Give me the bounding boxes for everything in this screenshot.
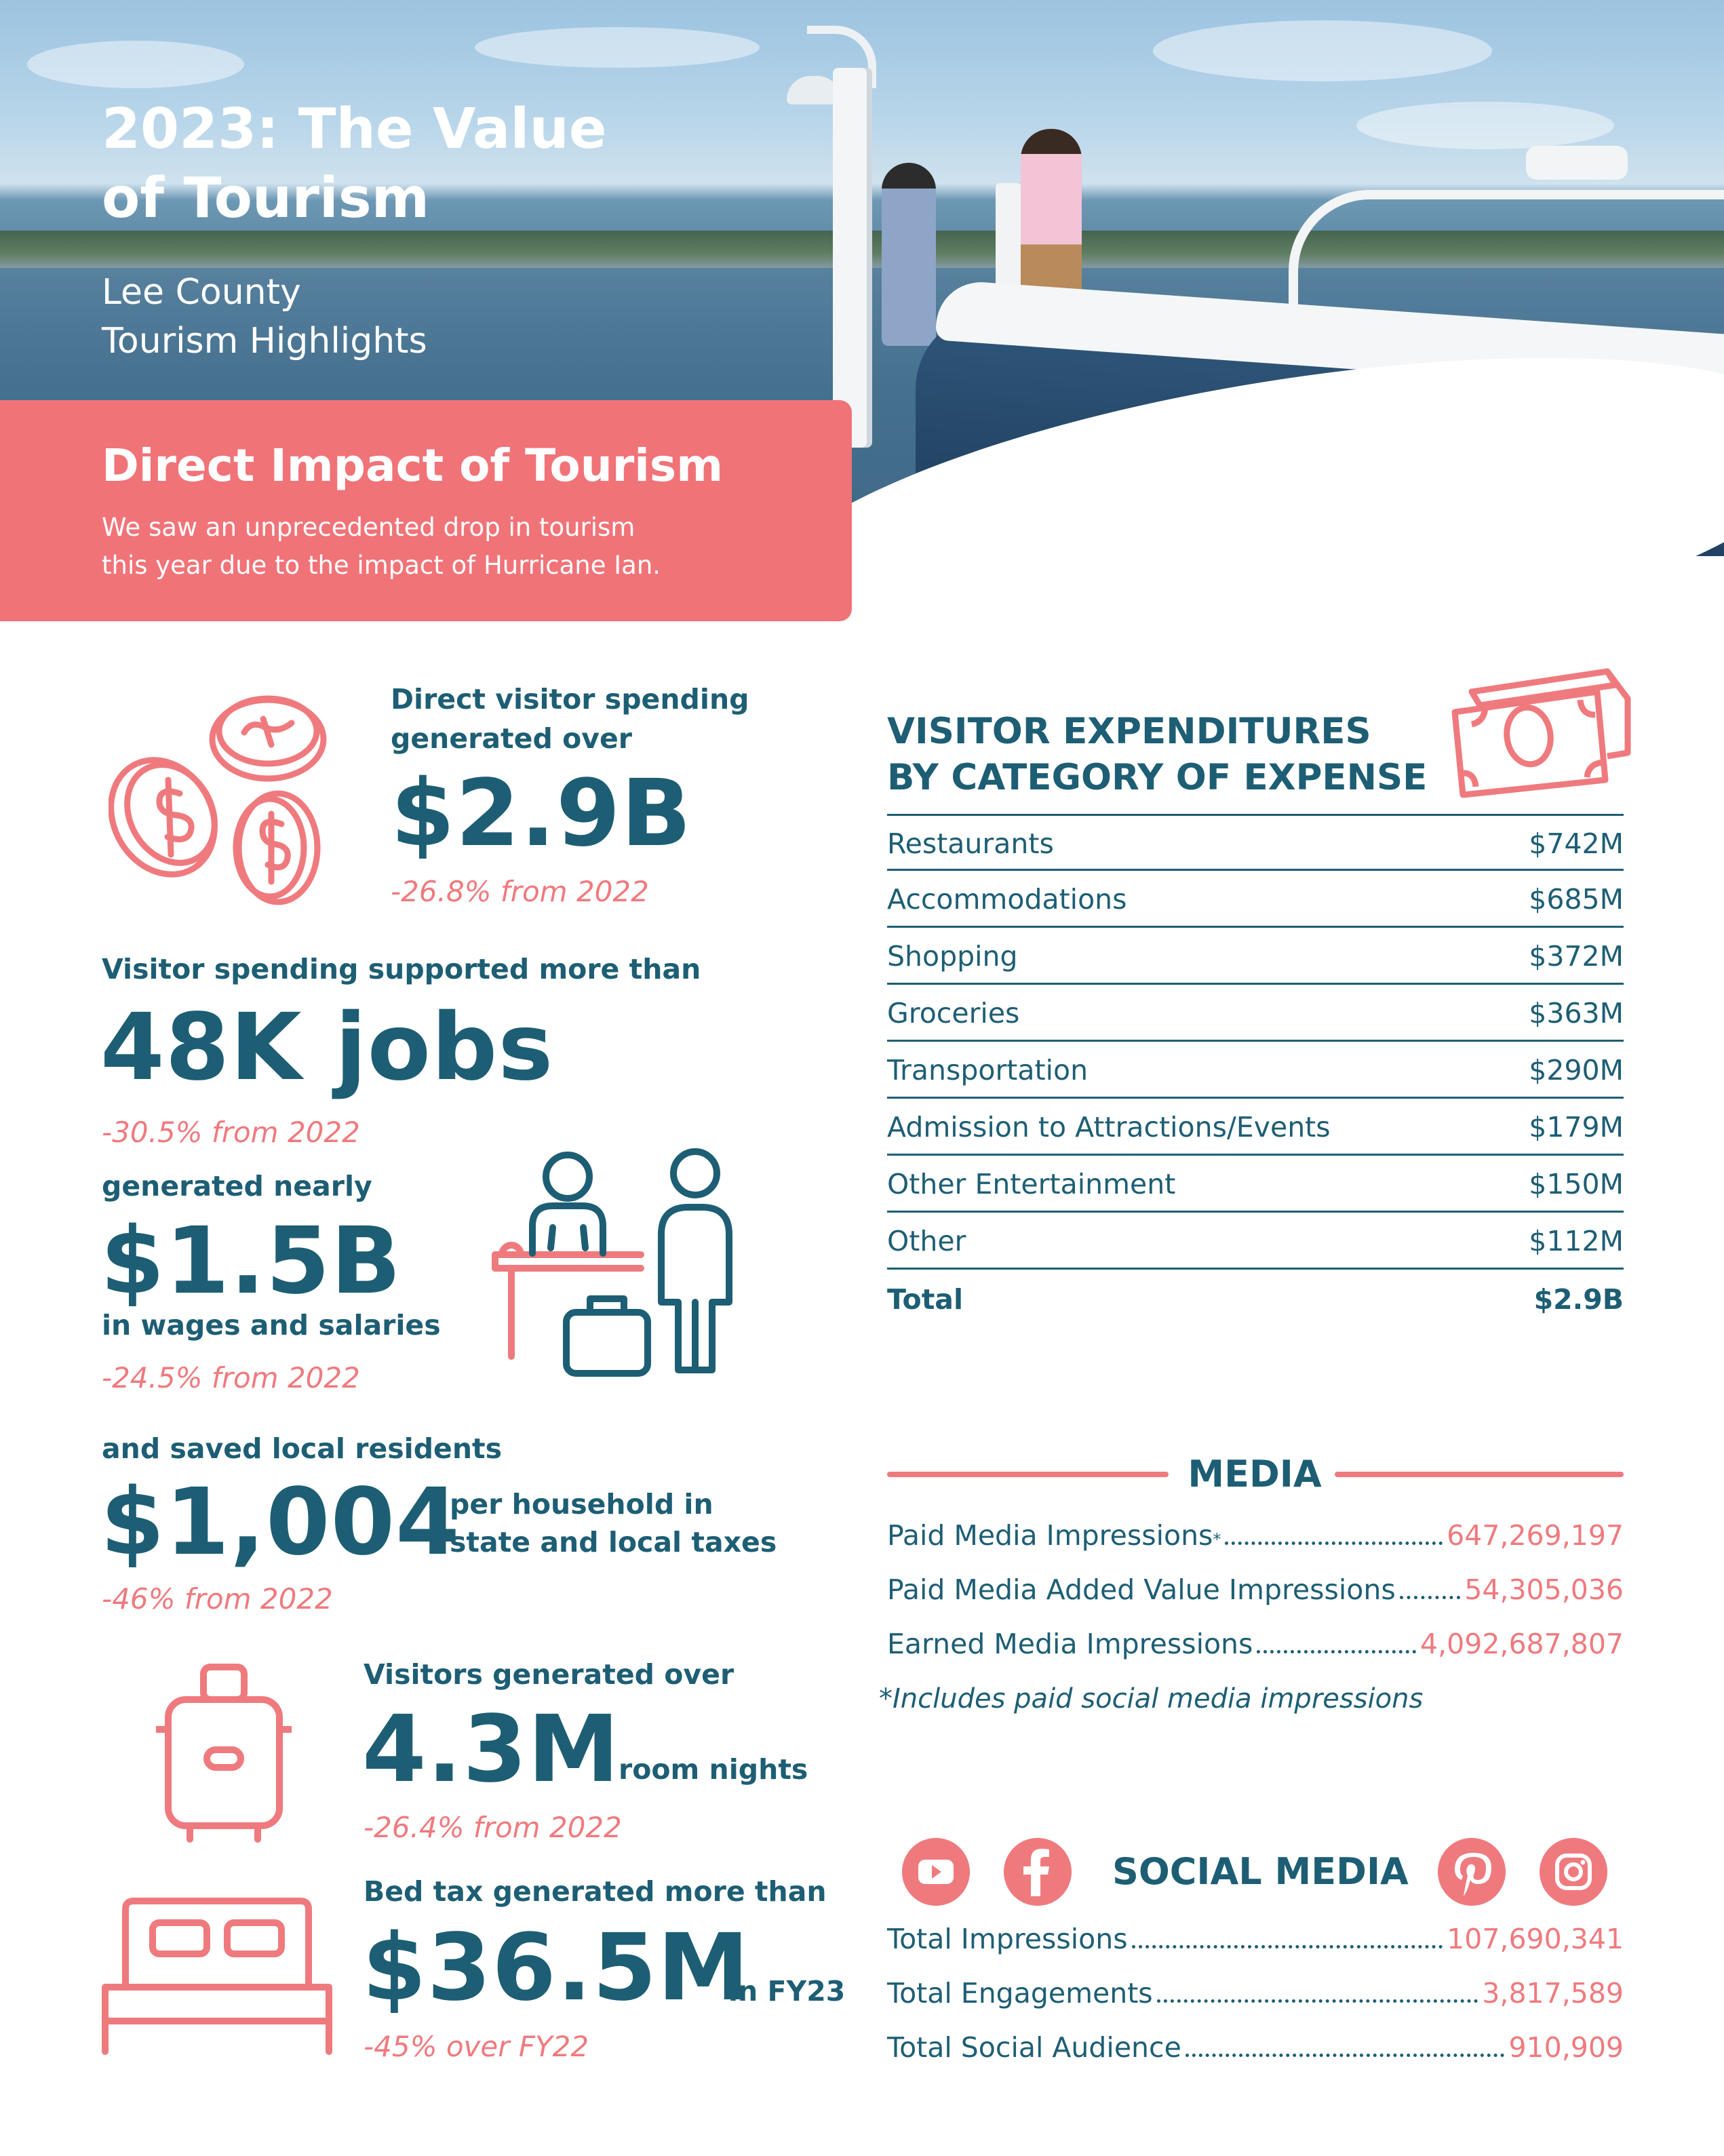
page-title xyxy=(102,95,712,233)
taxes-suffix xyxy=(450,1485,777,1561)
table-row xyxy=(887,1213,1624,1270)
table-row-total xyxy=(887,1270,1624,1327)
social-row-label: Total Social Audience xyxy=(887,2031,1181,2064)
spending-label xyxy=(391,680,749,758)
table-row xyxy=(887,1099,1624,1156)
jobs-label: Visitor spending supported more than xyxy=(102,953,701,985)
impact-body xyxy=(102,509,780,585)
social-media-title: SOCIAL MEDIA xyxy=(1112,1850,1409,1893)
nights-value: 4.3M xyxy=(362,1696,621,1803)
page-subtitle-line1: Lee County xyxy=(102,272,301,313)
page-subtitle xyxy=(102,268,712,366)
page-subtitle-line2: Tourism Highlights xyxy=(102,321,427,361)
social-row xyxy=(887,2031,1624,2064)
wages-label-bottom: in wages and salaries xyxy=(102,1309,441,1341)
bedtax-suffix: in FY23 xyxy=(728,1975,846,2007)
table-row xyxy=(887,1042,1624,1099)
social-row-value: 107,690,341 xyxy=(1447,1923,1624,1955)
expenditures-title-line2: BY CATEGORY OF EXPENSE xyxy=(887,757,1428,798)
media-footnote: *Includes paid social media impressions xyxy=(879,1683,1424,1714)
bedtax-value: $36.5M xyxy=(362,1915,750,2022)
media-row xyxy=(887,1519,1624,1552)
row-label: Accommodations xyxy=(887,883,1127,916)
bedtax-label: Bed tax generated more than xyxy=(364,1875,827,1908)
social-row-value: 910,909 xyxy=(1508,2031,1624,2064)
impact-body-line1: We saw an unprecedented drop in tourism xyxy=(102,513,635,542)
row-label: Other xyxy=(887,1225,966,1257)
table-row xyxy=(887,985,1624,1042)
jobs-value: 48K jobs xyxy=(100,994,554,1101)
row-value: $372M xyxy=(1529,940,1624,973)
media-row-value: 54,305,036 xyxy=(1464,1573,1624,1606)
instagram-icon[interactable] xyxy=(1540,1838,1607,1906)
spending-label-line1: Direct visitor spending xyxy=(391,683,749,716)
media-row-value: 647,269,197 xyxy=(1447,1519,1624,1552)
impact-title: Direct Impact of Tourism xyxy=(102,439,723,492)
taxes-change: -46% from 2022 xyxy=(102,1582,333,1615)
taxes-suffix-line2: state and local taxes xyxy=(450,1526,777,1559)
spending-change: -26.8% from 2022 xyxy=(391,875,649,908)
nights-label: Visitors generated over xyxy=(364,1658,734,1691)
media-row-label: Earned Media Impressions xyxy=(887,1628,1253,1660)
coins-icon xyxy=(109,685,339,909)
social-row xyxy=(887,1977,1624,2010)
expenditures-table xyxy=(887,814,1624,1327)
jobs-change: -30.5% from 2022 xyxy=(102,1116,360,1149)
media-divider-left xyxy=(887,1472,1169,1477)
page-title-line1: 2023: The Value xyxy=(102,97,607,161)
social-row-value: 3,817,589 xyxy=(1482,1977,1624,2010)
spending-label-line2: generated over xyxy=(391,722,632,755)
bed-icon xyxy=(98,1892,336,2062)
total-label: Total xyxy=(887,1282,964,1316)
row-label: Shopping xyxy=(887,940,1018,973)
bedtax-change: -45% over FY22 xyxy=(364,2030,589,2063)
row-label: Transportation xyxy=(887,1054,1089,1086)
nights-suffix: room nights xyxy=(619,1753,808,1786)
row-value: $179M xyxy=(1529,1111,1624,1143)
expenditures-title-line1: VISITOR EXPENDITURES xyxy=(887,711,1371,752)
row-value: $290M xyxy=(1529,1054,1624,1086)
nights-change: -26.4% from 2022 xyxy=(364,1811,622,1844)
social-row-label: Total Impressions xyxy=(887,1923,1128,1955)
wages-value: $1.5B xyxy=(100,1208,402,1315)
row-value: $742M xyxy=(1529,827,1624,860)
taxes-suffix-line1: per household in xyxy=(450,1488,713,1521)
spending-value: $2.9B xyxy=(391,760,692,867)
impact-body-line2: this year due to the impact of Hurricane Ian. xyxy=(102,551,661,580)
row-value: $685M xyxy=(1529,883,1624,916)
row-label: Groceries xyxy=(887,997,1020,1030)
media-row-value: 4,092,687,807 xyxy=(1420,1628,1624,1660)
table-row xyxy=(887,814,1624,871)
row-label: Admission to Attractions/Events xyxy=(887,1111,1331,1143)
table-row xyxy=(887,928,1624,985)
row-label: Restaurants xyxy=(887,827,1054,860)
total-value: $2.9B xyxy=(1533,1282,1624,1316)
footnote-mark: * xyxy=(1213,1530,1221,1549)
suitcase-icon xyxy=(156,1662,292,1845)
table-row xyxy=(887,871,1624,928)
media-row-label: Paid Media Impressions xyxy=(887,1519,1213,1552)
page-title-line2: of Tourism xyxy=(102,166,430,231)
row-label: Other Entertainment xyxy=(887,1168,1176,1200)
facebook-icon[interactable] xyxy=(1004,1838,1072,1906)
pinterest-icon[interactable] xyxy=(1438,1838,1506,1906)
taxes-label: and saved local residents xyxy=(102,1432,503,1465)
row-value: $112M xyxy=(1529,1225,1624,1257)
social-row xyxy=(887,1923,1624,1955)
youtube-icon[interactable] xyxy=(902,1838,970,1906)
hotel-front-desk-icon xyxy=(488,1146,746,1384)
social-row-label: Total Engagements xyxy=(887,1977,1153,2010)
media-title: MEDIA xyxy=(1188,1453,1322,1495)
row-value: $150M xyxy=(1529,1168,1624,1200)
row-value: $363M xyxy=(1529,997,1624,1030)
media-row xyxy=(887,1573,1624,1606)
taxes-value: $1,004 xyxy=(100,1469,461,1576)
media-row-label: Paid Media Added Value Impressions xyxy=(887,1573,1396,1606)
media-divider-right xyxy=(1335,1472,1624,1477)
table-row xyxy=(887,1156,1624,1213)
expenditures-title xyxy=(887,709,1497,801)
wages-label-top: generated nearly xyxy=(102,1170,372,1202)
wages-change: -24.5% from 2022 xyxy=(102,1361,360,1394)
media-row xyxy=(887,1628,1624,1660)
